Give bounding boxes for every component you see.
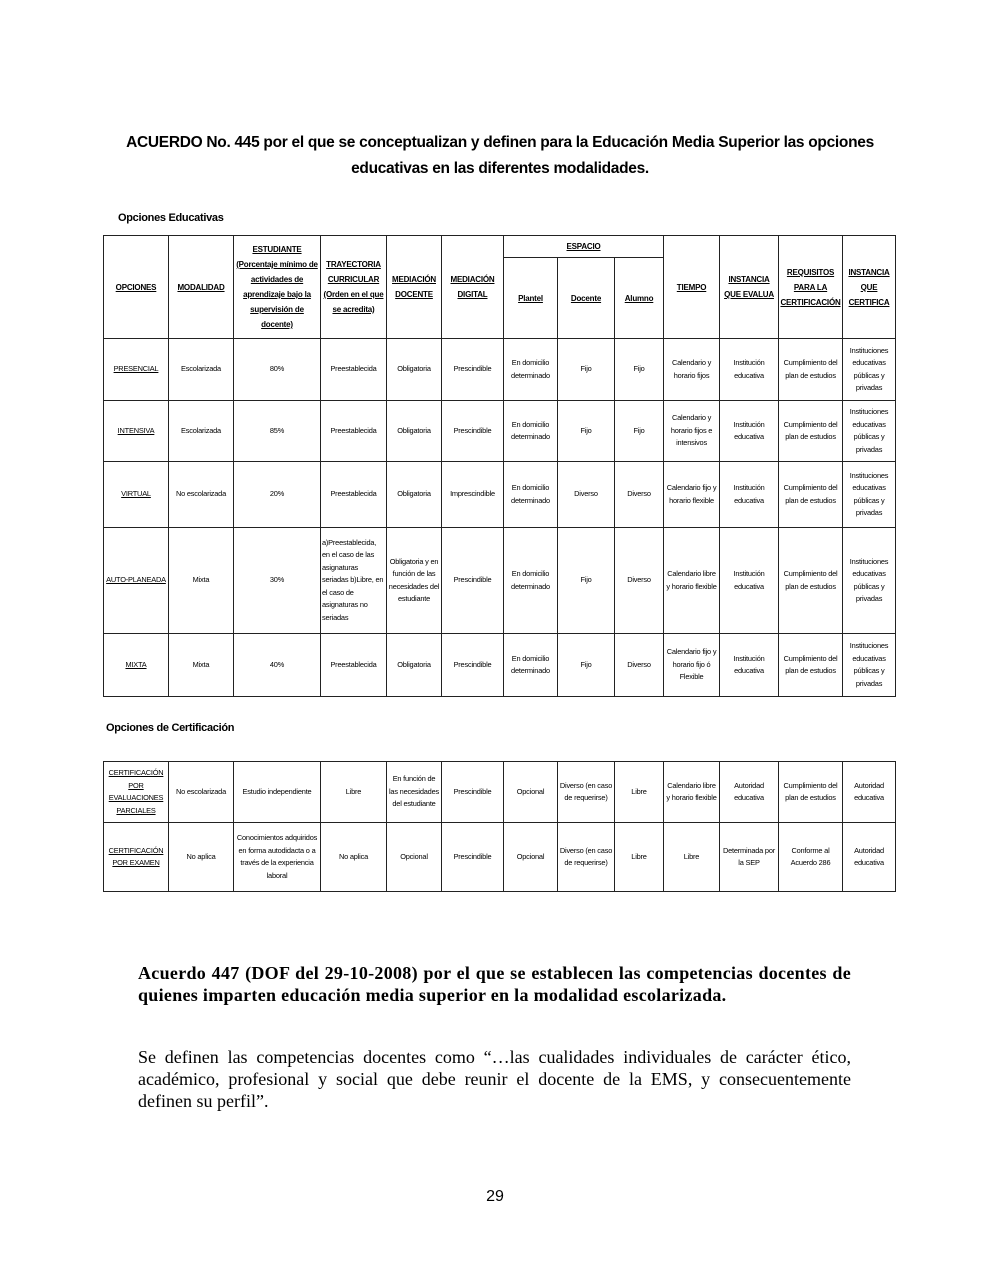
table-cell: Preestablecida <box>321 462 387 528</box>
opciones-certificacion-table <box>103 761 896 892</box>
table-cell: Diverso <box>615 634 664 697</box>
table-cell: Cumplimiento del plan de estudios <box>779 634 843 697</box>
table-cell: 20% <box>234 462 321 528</box>
table-cell: Institución educativa <box>720 528 779 634</box>
table-cell: Preestablecida <box>321 401 387 462</box>
table-cell: Prescindible <box>442 634 504 697</box>
table-cell: Calendario libre y horario flexible <box>664 762 720 823</box>
table-cell: Estudio independiente <box>234 762 321 823</box>
table-cell: Instituciones educativas públicas y privadas <box>843 528 896 634</box>
table-cell: En función de las necesidades del estudiante <box>387 762 442 823</box>
table-cell: Mixta <box>169 528 234 634</box>
table-cell: Fijo <box>615 339 664 401</box>
table-cell: En domicilio determinado <box>504 401 558 462</box>
table-cell: Calendario fijo y horario flexible <box>664 462 720 528</box>
header-alumno: Alumno <box>615 258 664 339</box>
table-cell: Fijo <box>615 401 664 462</box>
option-name-cell: CERTIFICACIÓN POR EVALUACIONES PARCIALES <box>104 762 169 823</box>
table-cell: Cumplimiento del plan de estudios <box>779 762 843 823</box>
table-cell: Escolarizada <box>169 339 234 401</box>
table-cell: Autoridad educativa <box>720 762 779 823</box>
header-mediacion-digital: MEDIACIÓN DIGITAL <box>442 236 504 339</box>
option-name-cell: AUTO-PLANEADA <box>104 528 169 634</box>
table-cell: Fijo <box>558 528 615 634</box>
table-cell: Mixta <box>169 634 234 697</box>
table-cell: Instituciones educativas públicas y privadas <box>843 462 896 528</box>
table-cell: 85% <box>234 401 321 462</box>
table-cell: Determinada por la SEP <box>720 823 779 892</box>
option-name-cell: VIRTUAL <box>104 462 169 528</box>
table-cell: Instituciones educativas públicas y privadas <box>843 634 896 697</box>
header-trayectoria: TRAYECTORIA CURRICULAR (Orden en el que se acredita) <box>321 236 387 339</box>
header-opciones: OPCIONES <box>104 236 169 339</box>
table-cell: Escolarizada <box>169 401 234 462</box>
table-cell: Instituciones educativas públicas y privadas <box>843 339 896 401</box>
table-cell: Prescindible <box>442 762 504 823</box>
header-modalidad: MODALIDAD <box>169 236 234 339</box>
table-cell: 40% <box>234 634 321 697</box>
table-label-opciones: Opciones Educativas <box>118 212 224 224</box>
table-row <box>104 823 896 892</box>
table-cell: No aplica <box>169 823 234 892</box>
table-cell: Prescindible <box>442 401 504 462</box>
table-cell: Fijo <box>558 339 615 401</box>
table-cell: Prescindible <box>442 528 504 634</box>
table-cell: Prescindible <box>442 339 504 401</box>
table-cell: Opcional <box>504 762 558 823</box>
table-cell: Fijo <box>558 401 615 462</box>
opciones-educativas-table <box>103 235 896 697</box>
header-instancia-evalua: INSTANCIA QUE EVALUA <box>720 236 779 339</box>
option-name-cell: CERTIFICACIÓN POR EXAMEN <box>104 823 169 892</box>
header-espacio: ESPACIO <box>504 236 664 258</box>
table-cell: Cumplimiento del plan de estudios <box>779 401 843 462</box>
header-mediacion-docente: MEDIACIÓN DOCENTE <box>387 236 442 339</box>
table-cell: En domicilio determinado <box>504 339 558 401</box>
table-cell: En domicilio determinado <box>504 634 558 697</box>
table-cell: Calendario libre y horario flexible <box>664 528 720 634</box>
acuerdo-447-heading: Acuerdo 447 (DOF del 29-10-2008) por el que se establecen las competencias docentes de quienes imparten educación media superior en la modalidad escolarizada. <box>138 963 851 1005</box>
table-cell: Cumplimiento del plan de estudios <box>779 339 843 401</box>
table-cell: Diverso <box>558 462 615 528</box>
table-cell: Obligatoria <box>387 339 442 401</box>
table-cell: Fijo <box>558 634 615 697</box>
table-row <box>104 762 896 823</box>
table-cell: 80% <box>234 339 321 401</box>
table-row <box>104 528 896 634</box>
table-cell: Calendario fijo y horario fijo ó Flexible <box>664 634 720 697</box>
table-cell: Imprescindible <box>442 462 504 528</box>
table-row <box>104 339 896 401</box>
table-label-certificacion: Opciones de Certificación <box>106 722 235 734</box>
table-row <box>104 462 896 528</box>
table-cell: Institución educativa <box>720 339 779 401</box>
table-cell: Calendario y horario fijos <box>664 339 720 401</box>
table-cell: Opcional <box>387 823 442 892</box>
table-cell: En domicilio determinado <box>504 528 558 634</box>
page-number: 29 <box>486 1188 504 1205</box>
header-docente: Docente <box>558 258 615 339</box>
table-cell: Obligatoria <box>387 634 442 697</box>
header-tiempo: TIEMPO <box>664 236 720 339</box>
table-cell: No escolarizada <box>169 462 234 528</box>
table-cell: No aplica <box>321 823 387 892</box>
header-requisitos: REQUISITOS PARA LA CERTIFICACIÓN <box>779 236 843 339</box>
table-cell: Conocimientos adquiridos en forma autodidacta o a través de la experiencia laboral <box>234 823 321 892</box>
table-cell: Preestablecida <box>321 634 387 697</box>
table-cell: Instituciones educativas públicas y privadas <box>843 401 896 462</box>
header-estudiante: ESTUDIANTE (Porcentaje mínimo de actividades de aprendizaje bajo la supervisión de docente) <box>234 236 321 339</box>
table-cell: No escolarizada <box>169 762 234 823</box>
table-cell: Cumplimiento del plan de estudios <box>779 462 843 528</box>
option-name-cell: INTENSIVA <box>104 401 169 462</box>
table-cell: Diverso (en caso de requerirse) <box>558 762 615 823</box>
table-cell: Conforme al Acuerdo 286 <box>779 823 843 892</box>
table-cell: Obligatoria y en función de las necesidades del estudiante <box>387 528 442 634</box>
header-plantel: Plantel <box>504 258 558 339</box>
table-cell: Autoridad educativa <box>843 762 896 823</box>
option-name-cell: MIXTA <box>104 634 169 697</box>
table-cell: Institución educativa <box>720 634 779 697</box>
table-cell: Preestablecida <box>321 339 387 401</box>
table-cell: Opcional <box>504 823 558 892</box>
header-instancia-certifica: INSTANCIA QUE CERTIFICA <box>843 236 896 339</box>
table-cell: Autoridad educativa <box>843 823 896 892</box>
table-cell: Libre <box>664 823 720 892</box>
table-row <box>104 634 896 697</box>
table-cell: 30% <box>234 528 321 634</box>
table-cell: Obligatoria <box>387 462 442 528</box>
table-cell: Institución educativa <box>720 462 779 528</box>
table-cell: Calendario y horario fijos e intensivos <box>664 401 720 462</box>
table-cell: Libre <box>321 762 387 823</box>
table-row <box>104 401 896 462</box>
table-cell: Libre <box>615 762 664 823</box>
option-name-cell: PRESENCIAL <box>104 339 169 401</box>
table-cell: Diverso (en caso de requerirse) <box>558 823 615 892</box>
table-cell: Cumplimiento del plan de estudios <box>779 528 843 634</box>
table-cell: Diverso <box>615 462 664 528</box>
table-cell: En domicilio determinado <box>504 462 558 528</box>
table-cell: a)Preestablecida, en el caso de las asignaturas seriadas b)Libre, en el caso de asignaturas no seriadas <box>321 528 387 634</box>
table-cell: Diverso <box>615 528 664 634</box>
acuerdo-447-paragraph: Se definen las competencias docentes como “…las cualidades individuales de carácter ético, académico, profesional y social que debe reunir el docente de la EMS, y consecuentemente definen su perfil”. <box>138 1047 851 1111</box>
table-cell: Institución educativa <box>720 401 779 462</box>
table-cell: Libre <box>615 823 664 892</box>
document-title: ACUERDO No. 445 por el que se conceptualizan y definen para la Educación Media Superior las opciones educativas en las diferentes modalidades. <box>126 134 874 177</box>
table-cell: Prescindible <box>442 823 504 892</box>
table-cell: Obligatoria <box>387 401 442 462</box>
